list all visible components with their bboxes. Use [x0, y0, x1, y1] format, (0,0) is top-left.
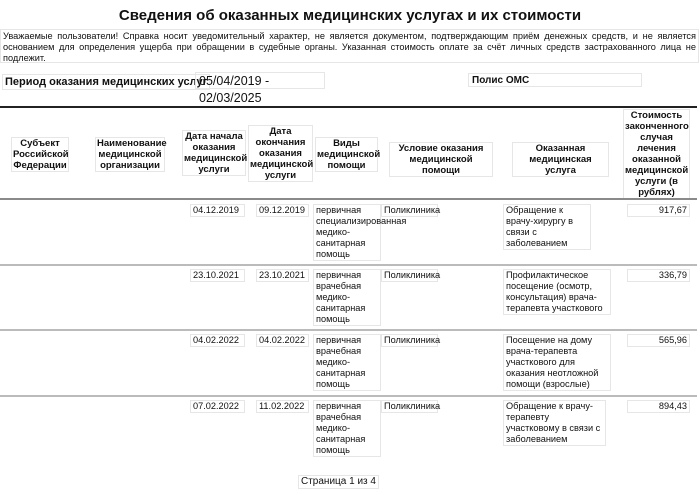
row-cost: 917,67	[627, 204, 690, 217]
page-title: Сведения об оказанных медицинских услугах и их стоимости	[118, 7, 582, 24]
row-start-date: 04.02.2022	[190, 334, 245, 347]
row-care-type: первичная врачебная медико-санитарная помощь	[313, 400, 381, 457]
header-cost: Стоимость законченного случая лечения оказанной медицинской услуги (в рублях)	[625, 110, 689, 198]
row-divider	[0, 264, 697, 266]
header-service: Оказанная медицинская услуга	[512, 142, 609, 177]
row-divider	[0, 329, 697, 331]
header-end-date: Дата окончания оказания медицинской услуги	[250, 126, 314, 181]
row-condition: Поликлиника	[381, 400, 438, 413]
header-bottom-rule	[0, 198, 697, 200]
row-service: Профилактическое посещение (осмотр, консультация) врача-терапевта участкового	[503, 269, 611, 315]
header-care-type: Виды медицинской помощи	[317, 138, 381, 171]
row-start-date: 23.10.2021	[190, 269, 245, 282]
period-label: Период оказания медицинских услуг	[2, 74, 210, 90]
header-care-condition: Условие оказания медицинской помощи	[389, 142, 493, 177]
table-top-rule	[0, 106, 697, 108]
row-care-type: первичная специализированная медико-санитарная помощь	[313, 204, 381, 261]
row-cost: 565,96	[627, 334, 690, 347]
row-service: Обращение к врачу-терапевту участковому в связи с заболеванием	[503, 400, 606, 446]
row-end-date: 09.12.2019	[256, 204, 309, 217]
row-start-date: 04.12.2019	[190, 204, 245, 217]
row-end-date: 04.02.2022	[256, 334, 309, 347]
row-care-type: первичная врачебная медико-санитарная помощь	[313, 334, 381, 391]
notice-text: Уважаемые пользователи! Справка носит уведомительный характер, не является документом, подтверждающим приём денежных средств, и не является основанием для определения ущерба при обращении в судебные органы. Указанная стоимость оплате за счёт личных средств застрахованного лица не подлежит.	[0, 29, 699, 63]
row-divider	[0, 395, 697, 397]
row-condition: Поликлиника	[381, 204, 438, 217]
row-service: Посещение на дому врача-терапевта участкового для оказания неотложной помощи (взрослые)	[503, 334, 611, 391]
polis-oms-label: Полис ОМС	[468, 73, 642, 87]
header-subject: Субъект Российской Федерации	[13, 138, 69, 171]
header-start-date: Дата начала оказания медицинской услуги	[184, 131, 248, 175]
period-value: 05/04/2019 - 02/03/2025	[195, 72, 325, 89]
header-organization: Наименование медицинской организации	[97, 138, 167, 171]
row-condition: Поликлиника	[381, 269, 438, 282]
page-indicator: Страница 1 из 4	[298, 475, 379, 489]
row-end-date: 11.02.2022	[256, 400, 309, 413]
row-cost: 894,43	[627, 400, 690, 413]
row-start-date: 07.02.2022	[190, 400, 245, 413]
row-care-type: первичная врачебная медико-санитарная помощь	[313, 269, 381, 326]
row-cost: 336,79	[627, 269, 690, 282]
row-service: Обращение к врачу-хирургу в связи с заболеванием	[503, 204, 591, 250]
row-condition: Поликлиника	[381, 334, 438, 347]
row-end-date: 23.10.2021	[256, 269, 309, 282]
